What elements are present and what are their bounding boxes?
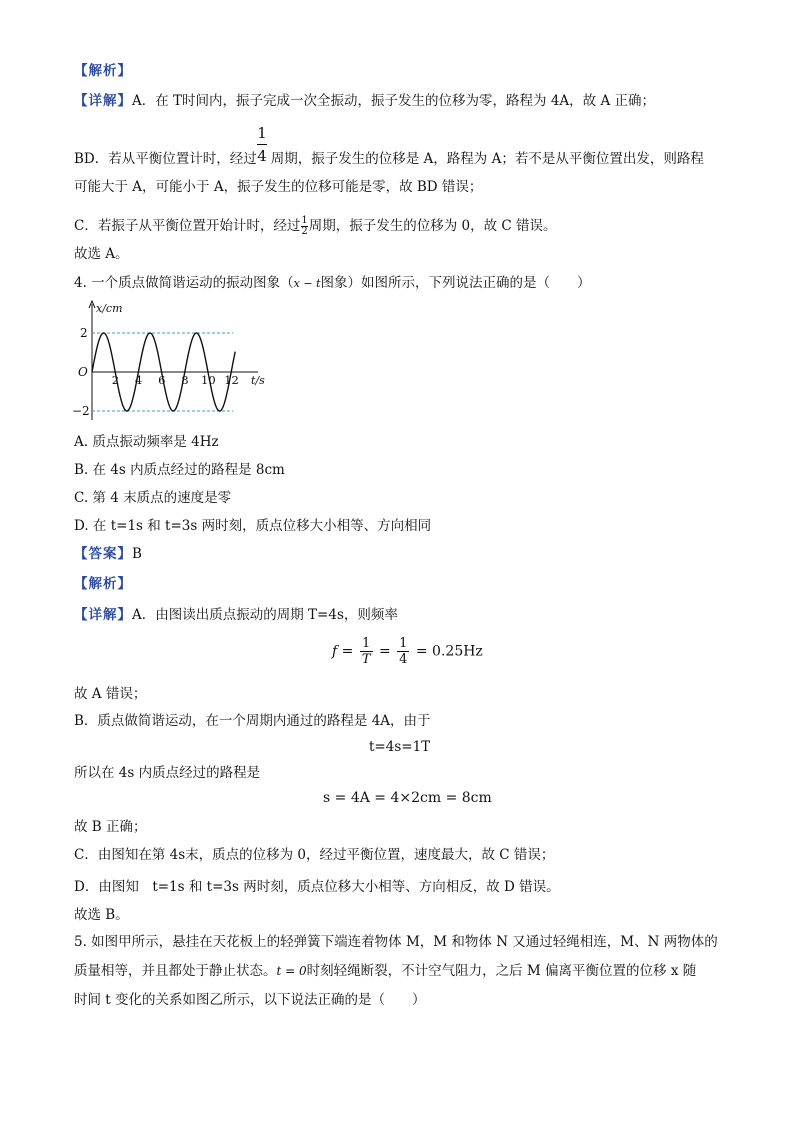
option-a: A. 质点振动频率是 4Hz xyxy=(74,434,219,450)
origin-label: O xyxy=(78,365,88,379)
f-rhs: = 0.25Hz xyxy=(415,643,483,660)
sol4-a-end: 故 A 错误； xyxy=(74,686,147,702)
prev-line-bd2: 可能大于 A，可能小于 A，振子发生的位移可能是零，故 BD 错误； xyxy=(74,179,483,195)
prev-line-bd1-b: 周期，振子发生的位移是 A，路程为 A；若不是从平衡位置出发，则路程 xyxy=(270,151,704,167)
prev-line-c-b: 周期，振子发生的位移为 0，故 C 错误。 xyxy=(308,218,557,234)
formula-frequency: f = $\frac{1}{T}$ = $\frac{1}{4}$ = 0.25Hz xyxy=(332,636,483,667)
sol4-line-c: C．由图知在第 4s末，质点的位移为 0，经过平衡位置，速度最大，故 C 错误； xyxy=(74,847,555,863)
option-c: C. 第 4 末质点的速度是零 xyxy=(74,490,232,506)
sol4-line-b: B．质点做简谐运动，在一个周期内通过的路程是 4A，由于 xyxy=(74,713,431,729)
x-tick-8: 8 xyxy=(181,373,189,387)
quarter-num: 1 xyxy=(257,124,267,142)
q5-line2 xyxy=(74,962,696,980)
prev-choose: 故选 A。 xyxy=(74,246,129,262)
analysis-tag-2: 【解析】 xyxy=(74,576,132,592)
option-d: D. 在 t=1s 和 t=3s 两时刻，质点位移大小相等、方向相同 xyxy=(74,518,432,534)
formula-t: t=4s=1T xyxy=(369,739,431,755)
prev-line-a: A．在 T时间内，振子完成一次全振动，振子发生的位移为零，路程为 4A，故 A 正确； xyxy=(132,93,656,109)
sol4-line-d: D．由图知 t=1s 和 t=3s 两时刻，质点位移大小相等、方向相反，故 D 错误。 xyxy=(74,879,560,895)
q4-stem-b: 图象）如图所示，下列说法正确的是（ ） xyxy=(320,275,591,291)
vibration-graph xyxy=(70,298,270,426)
sol4-choose: 故选 B。 xyxy=(74,907,129,923)
x-tick-2: 2 xyxy=(111,373,120,387)
x-tick-12: 12 xyxy=(224,373,239,387)
y-axis-label: x/cm xyxy=(96,302,123,315)
detail-tag-1: 【详解】 xyxy=(74,93,132,109)
sol4-a-text: A．由图读出质点振动的周期 T=4s，则频率 xyxy=(132,607,398,623)
analysis-tag-1: 【解析】 xyxy=(74,63,132,79)
q5-line3: 时间 t 变化的关系如图乙所示，以下说法正确的是（ ） xyxy=(74,992,426,1008)
sol4-line-b2: 所以在 4s 内质点经过的路程是 xyxy=(74,765,261,781)
answer-line xyxy=(74,545,142,563)
q4-stem-a: 4. 一个质点做简谐运动的振动图象（ xyxy=(74,275,294,291)
x-tick-4: 4 xyxy=(134,373,143,387)
quarter-den: 4 xyxy=(257,147,267,165)
sol4-line-a xyxy=(74,606,398,624)
solution-line-bd1 xyxy=(74,150,704,168)
formula-s: s = 4A = 4×2cm = 8cm xyxy=(323,790,492,806)
q5-line2-math: t = 0 xyxy=(276,964,307,978)
answer-value: B xyxy=(132,546,142,562)
q5-line2-b: 时刻轻绳断裂，不计空气阻力，之后 M 偏离平衡位置的位移 x 随 xyxy=(306,963,697,979)
detail-tag-2: 【详解】 xyxy=(74,607,132,623)
half-fraction: $\frac{1}{2}$ xyxy=(301,215,308,237)
frac-1-over-4: $\frac{1}{4}$ xyxy=(399,636,408,667)
prev-line-c-a: C．若振子从平衡位置开始计时，经过 xyxy=(74,218,301,234)
x-tick-6: 6 xyxy=(158,373,166,387)
y-tick-neg2: −2 xyxy=(72,404,90,418)
frac-1-over-T: $\frac{1}{T}$ xyxy=(361,636,371,667)
q5-line1: 5. 如图甲所示，悬挂在天花板上的轻弹簧下端连着物体 M，M 和物体 N 又通过轻绳相连，M、N 两物体的 xyxy=(74,934,718,950)
x-tick-10: 10 xyxy=(201,373,216,387)
answer-tag: 【答案】 xyxy=(74,546,132,562)
question4-stem xyxy=(74,274,591,293)
solution-line-c xyxy=(74,216,557,237)
q5-line2-a: 质量相等，并且都处于静止状态。 xyxy=(74,963,277,979)
x-axis-label: t/s xyxy=(251,374,265,387)
option-b: B. 在 4s 内质点经过的路程是 8cm xyxy=(74,462,285,478)
q4-stem-math: x − t xyxy=(293,277,321,290)
sol4-b-end: 故 B 正确； xyxy=(74,819,147,835)
solution-line-a xyxy=(74,92,655,110)
prev-line-bd1-a: BD．若从平衡位置计时，经过 xyxy=(74,151,257,167)
y-tick-2: 2 xyxy=(80,326,88,340)
f-lhs: f xyxy=(332,643,338,660)
